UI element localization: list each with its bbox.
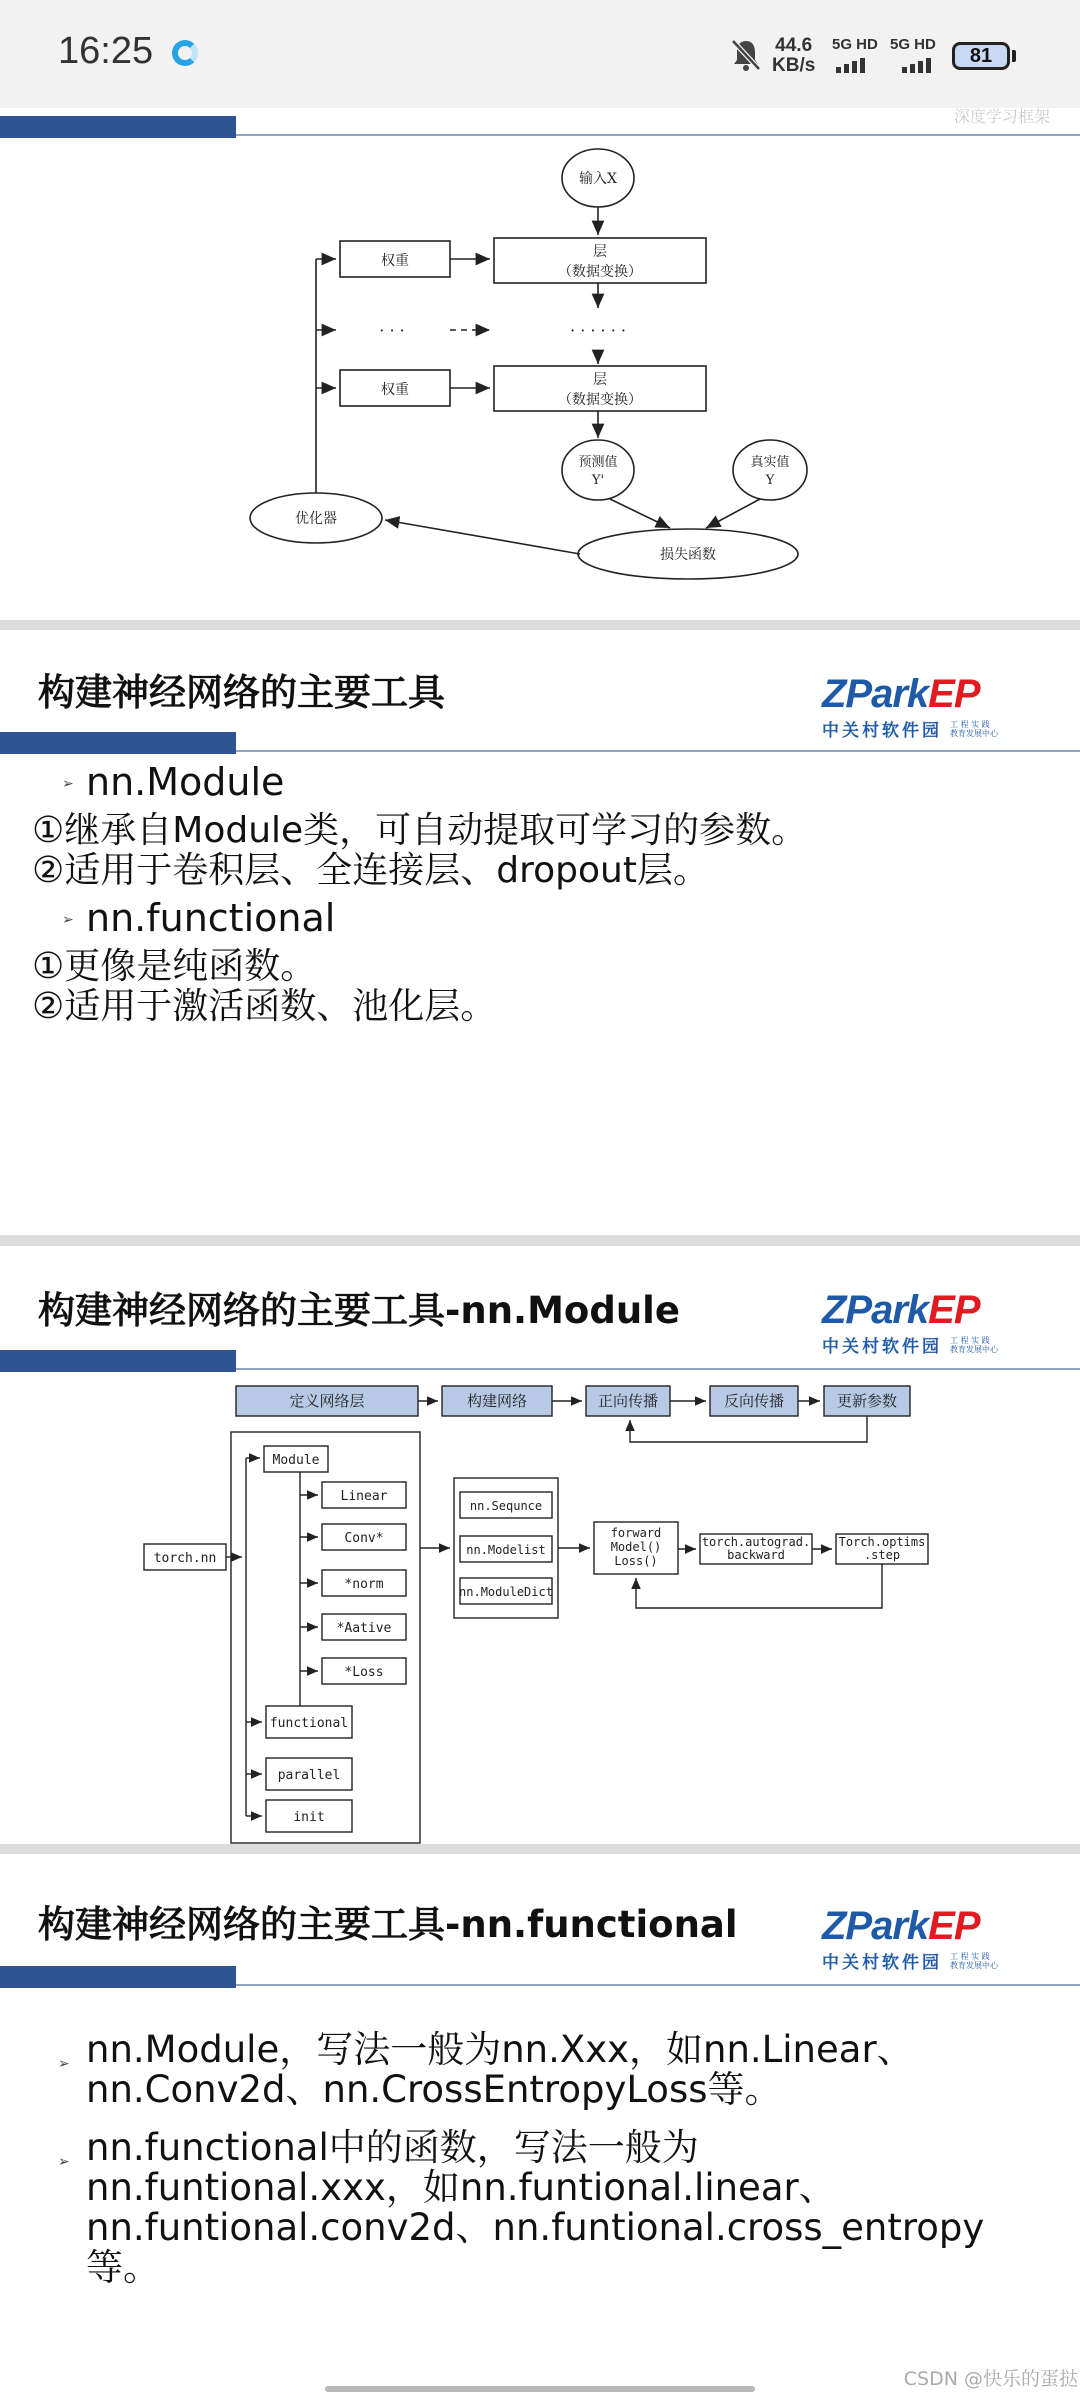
node-optimizer: 优化器 — [295, 511, 337, 527]
title-accent-bar — [0, 1966, 236, 1988]
paragraph-module: ➢ nn.Module，写法一般为nn.Xxx，如nn.Linear、nn.Conv2d、nn.CrossEntropyLoss等。 — [58, 2028, 914, 2111]
slide-main-tools[interactable] — [0, 630, 1080, 1235]
node-layer-1-title: 层 — [593, 244, 607, 260]
dots-left: · · · — [379, 321, 405, 340]
node-layer-1-sub: （数据变换） — [558, 264, 642, 280]
signal-icon-2 — [902, 58, 931, 73]
zpark-logo: ZParkEP 中关村软件园 工 程 实 践 教育发展中心 — [822, 1904, 998, 1973]
zpark-logo: ZParkEP 中关村软件园 工 程 实 践 教育发展中心 — [822, 672, 998, 741]
tree-functional: functional — [269, 1716, 349, 1731]
battery-tip — [1012, 50, 1016, 62]
flow-step-1: 定义网络层 — [289, 1392, 365, 1410]
autograd-backward: backward — [727, 1548, 785, 1562]
optim-step: .step — [863, 1548, 901, 1562]
bullet-nn-functional: ➢ nn.functional — [62, 896, 336, 940]
bullet-nn-module: ➢ nn.Module — [62, 760, 285, 804]
app-notification-icon — [172, 40, 198, 66]
tree-conv: Conv* — [344, 1531, 384, 1546]
node-weight-1: 权重 — [381, 253, 409, 269]
dl-flow-diagram — [0, 108, 1080, 620]
slide-deep-learning-flow[interactable] — [0, 108, 1080, 620]
forward-loss: Loss() — [614, 1554, 658, 1568]
mute-bell-icon — [730, 38, 762, 72]
tree-loss: *Loss — [344, 1665, 384, 1680]
tree-activation: *Aative — [336, 1621, 392, 1636]
clock: 16:25 — [58, 30, 154, 72]
node-loss: 损失函数 — [660, 547, 716, 563]
title-accent-bar — [0, 732, 236, 754]
bullet-arrow-icon: ➢ — [58, 2056, 70, 2072]
node-true-title: 真实值 — [750, 455, 790, 470]
functional-point-2: ②适用于激活函数、池化层。 — [32, 986, 497, 1027]
tree-linear: Linear — [340, 1489, 388, 1504]
slide-title: 构建神经网络的主要工具 — [38, 671, 445, 714]
functional-point-1: ①更像是纯函数。 — [32, 946, 317, 987]
signal-icon-1 — [836, 58, 865, 73]
forward-label: forward — [610, 1526, 662, 1540]
slide-nn-module[interactable] — [0, 1246, 1080, 1844]
slide-title: 构建神经网络的主要工具-nn.Module — [38, 1289, 680, 1332]
flow-step-4: 反向传播 — [723, 1392, 785, 1410]
node-layer-2-title: 层 — [593, 372, 607, 388]
slide-title: 构建神经网络的主要工具-nn.functional — [38, 1903, 738, 1946]
nn-module-diagram — [0, 1246, 1080, 1844]
network-speed: 44.6 KB/s — [772, 35, 816, 76]
autograd-label: torch.autograd. — [701, 1535, 811, 1549]
net-type-1: 5G HD — [832, 36, 878, 53]
bullet-arrow-icon: ➢ — [62, 776, 74, 792]
optim-label: Torch.optims — [838, 1535, 926, 1549]
node-pred-sub: Y' — [591, 473, 605, 488]
forward-model: Model() — [610, 1540, 662, 1554]
title-underline — [236, 750, 1080, 752]
net-type-2: 5G HD — [890, 36, 936, 53]
tree-init: init — [293, 1810, 325, 1825]
tree-root: torch.nn — [153, 1551, 217, 1566]
bullet-arrow-icon: ➢ — [62, 912, 74, 928]
battery-icon: 81 — [952, 42, 1010, 70]
tree-parallel: parallel — [277, 1768, 341, 1783]
slide-nn-functional[interactable] — [0, 1854, 1080, 2400]
node-layer-2-sub: （数据变换） — [558, 392, 642, 408]
node-weight-2: 权重 — [381, 382, 409, 398]
container-modulelist: nn.Modelist — [466, 1543, 546, 1557]
paragraph-functional: ➢ nn.functional中的函数，写法一般为nn.funtional.xxx，如nn.funtional.linear、nn.funtional.conv2d、nn.funtional.cross_entropy等。 — [58, 2126, 985, 2289]
slide-header-faint: 深度学习框架 — [953, 108, 1050, 126]
home-indicator[interactable] — [325, 2386, 755, 2392]
watermark: CSDN @快乐的蛋挞 — [903, 2368, 1078, 2390]
flow-step-3: 正向传播 — [597, 1392, 659, 1410]
flow-step-5: 更新参数 — [836, 1392, 898, 1410]
status-bar — [0, 0, 1080, 108]
node-pred-title: 预测值 — [578, 455, 618, 470]
node-input: 输入X — [579, 171, 617, 187]
module-point-1: ①继承自Module类，可自动提取可学习的参数。 — [32, 810, 808, 851]
title-underline — [236, 1984, 1080, 1986]
flow-step-2: 构建网络 — [466, 1392, 528, 1410]
container-moduledict: nn.ModuleDict — [459, 1585, 553, 1599]
node-true-sub: Y — [765, 473, 775, 488]
tree-module: Module — [272, 1453, 320, 1468]
module-point-2: ②适用于卷积层、全连接层、dropout层。 — [32, 850, 709, 891]
container-sequential: nn.Sequnce — [469, 1499, 543, 1513]
bullet-arrow-icon: ➢ — [58, 2154, 70, 2170]
zpark-logo: ZParkEP 中关村软件园 工 程 实 践 教育发展中心 — [822, 1288, 998, 1357]
tree-norm: *norm — [344, 1577, 384, 1592]
dots-right: · · · · · · — [570, 321, 626, 340]
